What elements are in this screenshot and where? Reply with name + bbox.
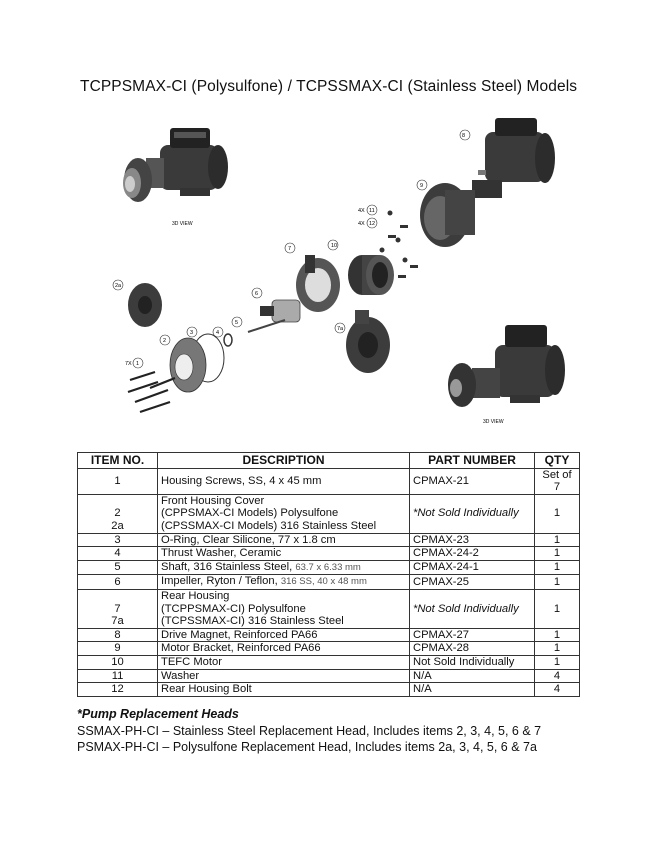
assembled-pump-top-left: [123, 128, 228, 202]
part-number: CPMAX-21: [410, 468, 535, 494]
part-number: *Not Sold Individually: [410, 494, 535, 533]
drive-magnet-8: [348, 255, 394, 295]
view-label-bottom: 3D VIEW: [483, 419, 504, 425]
qty: 4: [535, 683, 580, 697]
qty: 1: [535, 628, 580, 642]
impeller-6: [260, 300, 300, 322]
description: [158, 589, 410, 628]
qty: 1: [535, 589, 580, 628]
callout-9: 9: [420, 183, 424, 189]
qty: 1: [535, 642, 580, 656]
table-row: [78, 628, 580, 642]
replacement-head-ps: PSMAX-PH-CI – Polysulfone Replacement Head, Includes items 2a, 3, 4, 5, 6 & 7a: [77, 740, 537, 754]
description: O-Ring, Clear Silicone, 77 x 1.8 cm: [158, 533, 410, 547]
item-no-2: 2: [114, 507, 121, 520]
part-number: N/A: [410, 683, 535, 697]
part-number: CPMAX-25: [410, 575, 535, 590]
replacement-heads-title: *Pump Replacement Heads: [77, 707, 239, 721]
page-title: TCPPSMAX-CI (Polysulfone) / TCPSSMAX-CI (Stainless Steel) Models: [80, 78, 578, 95]
desc-line: (CPPSMAX-CI Models) Polysulfone: [161, 507, 339, 520]
front-housing-cover-2: [170, 338, 206, 392]
callout-2a: 2a: [115, 283, 122, 289]
rear-housing-7: [296, 255, 340, 312]
qty: 4: [535, 669, 580, 683]
housing-screws-1: [128, 372, 175, 412]
callout-1: 1: [136, 361, 140, 367]
part-number: CPMAX-28: [410, 642, 535, 656]
description: [158, 575, 410, 590]
item-no: 1: [78, 468, 158, 494]
callout-6: 6: [255, 291, 259, 297]
qty: 1: [535, 655, 580, 669]
item-no: 3: [78, 533, 158, 547]
parts-table: [77, 452, 580, 697]
header-part-number: PART NUMBER: [410, 453, 535, 469]
table-row: [78, 683, 580, 697]
item-no-2a: 2a: [111, 519, 124, 532]
part-number: *Not Sold Individually: [410, 589, 535, 628]
table-row: [78, 547, 580, 561]
description: Rear Housing Bolt: [158, 683, 410, 697]
part-number: N/A: [410, 669, 535, 683]
desc-line: (CPSSMAX-CI Models) 316 Stainless Steel: [161, 519, 377, 532]
callout-4: 4: [216, 330, 220, 336]
part-number: CPMAX-27: [410, 628, 535, 642]
callout-4x-a: 4X: [358, 208, 365, 214]
header-item-no: ITEM NO.: [78, 453, 158, 469]
table-row: [78, 468, 580, 494]
part-number: CPMAX-23: [410, 533, 535, 547]
item-no: 5: [78, 560, 158, 575]
part-number: CPMAX-24-2: [410, 547, 535, 561]
callout-2: 2: [163, 338, 167, 344]
description: Thrust Washer, Ceramic: [158, 547, 410, 561]
table-row: [78, 494, 580, 533]
description: TEFC Motor: [158, 655, 410, 669]
table-row: [78, 575, 580, 590]
item-no-7: 7: [114, 602, 121, 615]
desc-line: (TCPPSMAX-CI) Polysulfone: [161, 602, 306, 615]
desc-dimensions: 316 SS, 40 x 48 mm: [280, 576, 367, 588]
tefc-motor-10: [472, 118, 555, 198]
description: Washer: [158, 669, 410, 683]
callout-11: 11: [369, 208, 375, 214]
description: Drive Magnet, Reinforced PA66: [158, 628, 410, 642]
table-row: [78, 669, 580, 683]
assembled-pump-bottom-right: [448, 325, 565, 407]
motor-bracket-9: [420, 183, 475, 247]
desc-line: (TCPSSMAX-CI) 316 Stainless Steel: [161, 615, 344, 628]
item-no: 8: [78, 628, 158, 642]
description: Motor Bracket, Reinforced PA66: [158, 642, 410, 656]
desc-main: Impeller, Ryton / Teflon,: [161, 575, 278, 588]
qty: 1: [535, 547, 580, 561]
rear-housing-7a: [346, 310, 390, 373]
callout-4x-b: 4X: [358, 221, 365, 227]
callout-5: 5: [235, 320, 239, 326]
desc-line: Front Housing Cover: [161, 494, 265, 507]
qty: 1: [535, 494, 580, 533]
callout-7x: 7X: [125, 361, 132, 367]
table-row: [78, 589, 580, 628]
item-no: 11: [78, 669, 158, 683]
qty: 1: [535, 533, 580, 547]
table-row: [78, 642, 580, 656]
item-no-7a: 7a: [111, 615, 124, 628]
part-number: CPMAX-24-1: [410, 560, 535, 575]
header-qty: QTY: [535, 453, 580, 469]
desc-main: Shaft, 316 Stainless Steel,: [161, 560, 293, 573]
table-row: [78, 560, 580, 575]
item-no: [78, 589, 158, 628]
description: [158, 560, 410, 575]
front-housing-cover-2a: [128, 283, 162, 327]
item-no: 10: [78, 655, 158, 669]
table-row: [78, 655, 580, 669]
qty: Set of 7: [535, 468, 580, 494]
callout-7a: 7a: [337, 326, 344, 332]
description: Housing Screws, SS, 4 x 45 mm: [158, 468, 410, 494]
callout-3: 3: [190, 330, 194, 336]
item-no: 9: [78, 642, 158, 656]
desc-line: Rear Housing: [161, 589, 230, 602]
table-header-row: [78, 453, 580, 469]
exploded-parts-diagram: [100, 110, 570, 440]
header-description: DESCRIPTION: [158, 453, 410, 469]
qty: 1: [535, 575, 580, 590]
item-no: [78, 494, 158, 533]
callout-10: 8: [462, 133, 466, 139]
item-no: 6: [78, 575, 158, 590]
callout-12: 12: [369, 221, 376, 227]
callout-8: 10: [331, 243, 338, 249]
callout-7: 7: [288, 246, 292, 252]
part-number: Not Sold Individually: [410, 655, 535, 669]
table-row: [78, 533, 580, 547]
qty: 1: [535, 560, 580, 575]
replacement-head-ss: SSMAX-PH-CI – Stainless Steel Replacement Head, Includes items 2, 3, 4, 5, 6 & 7: [77, 724, 542, 738]
description: [158, 494, 410, 533]
desc-dimensions: 63.7 x 6.33 mm: [295, 561, 361, 573]
view-label-top: 3D VIEW: [172, 221, 193, 227]
item-no: 12: [78, 683, 158, 697]
item-no: 4: [78, 547, 158, 561]
